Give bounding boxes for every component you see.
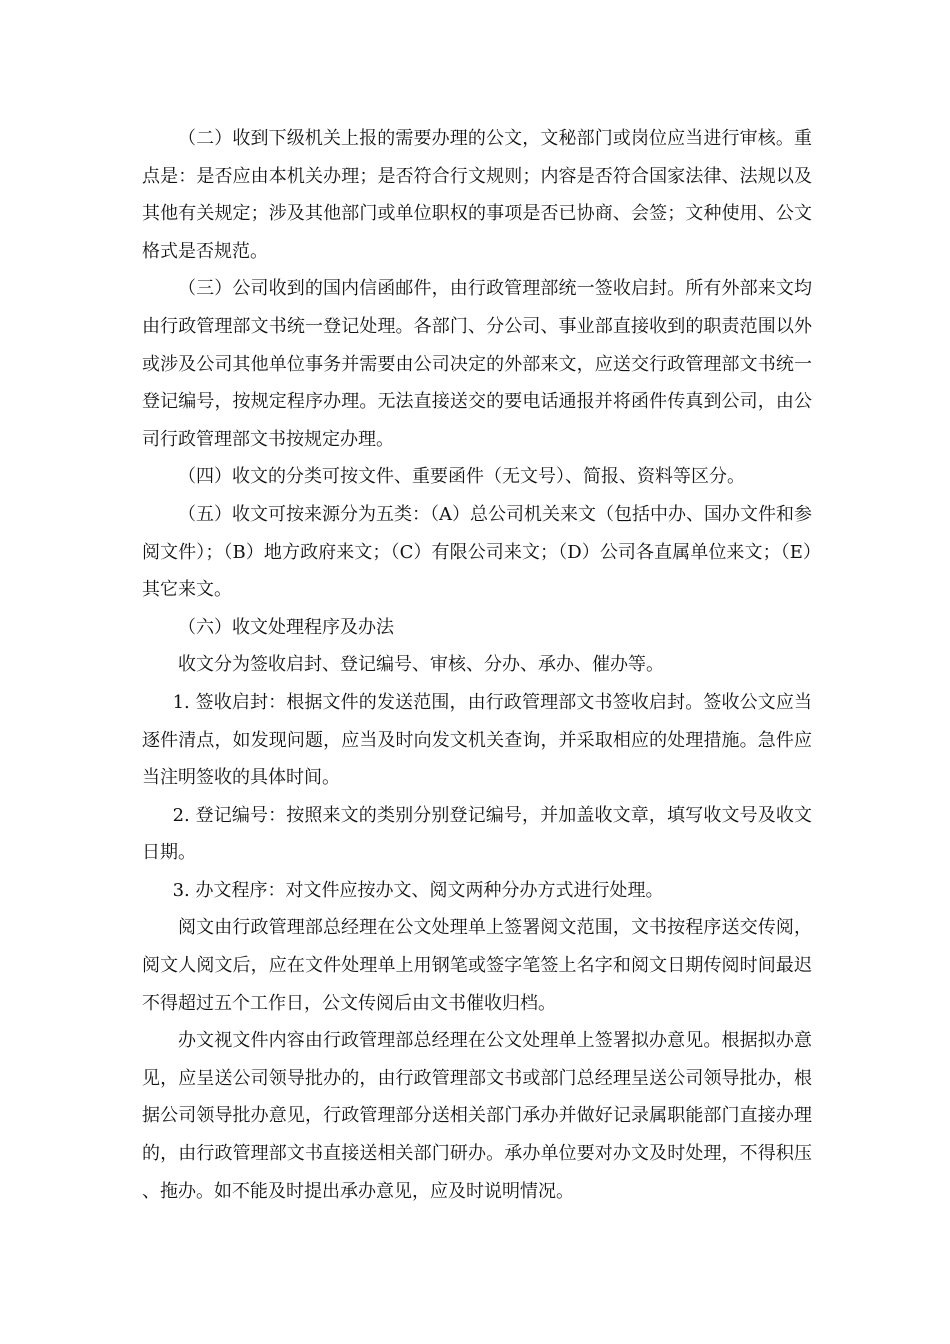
paragraph-source-categories: （五）收文可按来源分为五类：（A）总公司机关来文（包括中办、国办文件和参阅文件）；（B）地方政府来文；（C）有限公司来文；（D）公司各直属单位来文；（E）其它来文。 (142, 503, 812, 601)
paragraph-mail-receipt: （三）公司收到的国内信函邮件，由行政管理部统一签收启封。所有外部来文均由行政管理部文书统一登记处理。各部门、分公司、事业部直接收到的职责范围以外或涉及公司其他单位事务并需要由公司决定的外部来文，应送交行政管理部文书统一登记编号，按规定程序办理。无法直接送交的要电话通报并将函件传真到公司，由公司行政管理部文书按规定办理。 (142, 278, 812, 450)
document-body (142, 120, 812, 1210)
paragraph-procedure-overview: 收文分为签收启封、登记编号、审核、分办、承办、催办等。 (178, 654, 664, 676)
paragraph-classification: （四）收文的分类可按文件、重要函件（无文号）、简报、资料等区分。 (178, 466, 745, 488)
paragraph-reading-circulation: 阅文由行政管理部总经理在公文处理单上签署阅文范围，文书按程序送交传阅，阅文人阅文后，应在文件处理单上用钢笔或签字笔签上名字和阅文日期传阅时间最迟不得超过五个工作日，公文传阅后由文书催收归档。 (142, 917, 812, 1014)
paragraph-review: （二）收到下级机关上报的需要办理的公文，文秘部门或岗位应当进行审核。重点是：是否应由本机关办理；是否符合行文规则；内容是否符合国家法律、法规以及其他有关规定；涉及其他部门或单位职权的事项是否已协商、会签；文种使用、公文格式是否规范。 (142, 128, 812, 262)
step-sign-and-open: 1. 签收启封：根据文件的发送范围，由行政管理部文书签收启封。签收公文应当逐件清点，如发现问题，应当及时向发文机关查询，并采取相应的处理措施。急件应当注明签收的具体时间。 (142, 691, 812, 789)
paragraph-handling-documents: 办文视文件内容由行政管理部总经理在公文处理单上签署拟办意见。根据拟办意见，应呈送公司领导批办的，由行政管理部文书或部门总经理呈送公司领导批办，根据公司领导批办意见，行政管理部分送相关部门承办并做好记录属职能部门直接办理的，由行政管理部文书直接送相关部门研办。承办单位要对办文及时处理，不得积压、拖办。如不能及时提出承办意见，应及时说明情况。 (142, 1030, 812, 1202)
section-heading-procedure: （六）收文处理程序及办法 (178, 616, 394, 638)
step-handling-procedure: 3. 办文程序：对文件应按办文、阅文两种分办方式进行处理。 (172, 879, 664, 901)
step-registration: 2. 登记编号：按照来文的类别分别登记编号，并加盖收文章，填写收文号及收文日期。 (142, 804, 812, 864)
